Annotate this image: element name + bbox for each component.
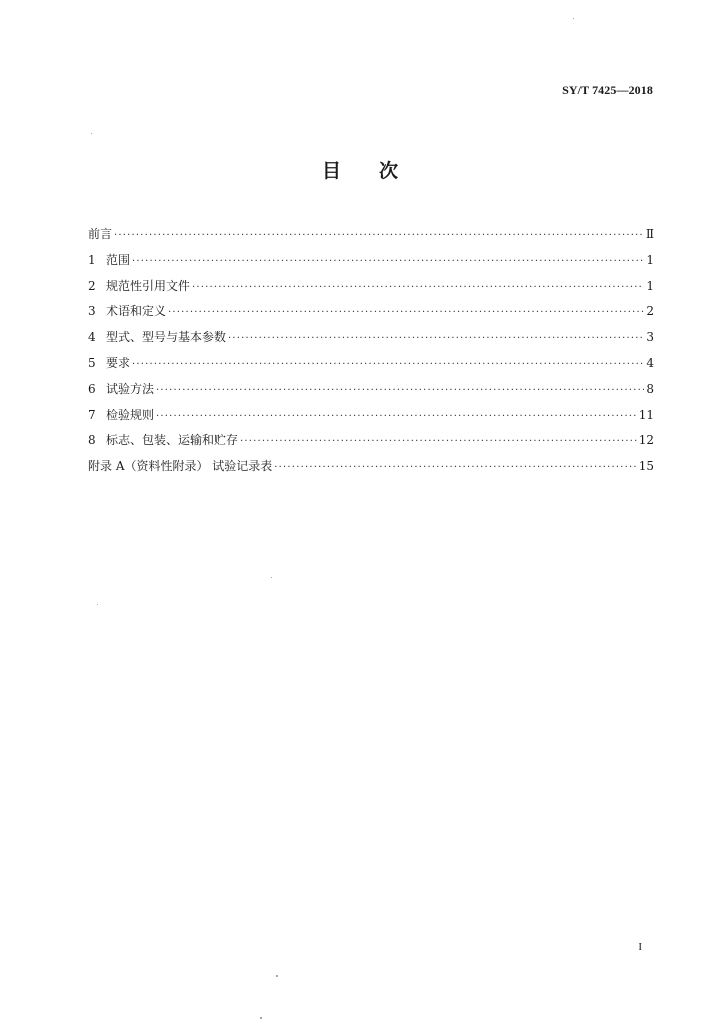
toc-entry-5[interactable] [88, 355, 654, 381]
toc-entry-label: 范围 [106, 252, 131, 267]
toc-entry-label: 附录 A（资料性附录） 试验记录表 [88, 459, 273, 474]
toc-entry-number: 6 [88, 381, 96, 396]
toc-leader-dots [156, 383, 644, 399]
toc-leader-dots [274, 460, 636, 476]
toc-entry-label: 试验方法 [106, 381, 155, 396]
toc-entry-number: 7 [88, 407, 96, 422]
toc-leader-dots [228, 331, 644, 347]
toc-leader-dots [132, 254, 644, 270]
toc-entry-8[interactable] [88, 432, 654, 458]
toc-entry-label: 术语和定义 [106, 304, 167, 319]
toc-entry-page: 1 [646, 278, 654, 293]
toc-entry-page: 12 [638, 433, 654, 448]
toc-entry-page: 4 [646, 355, 654, 370]
page-number: I [638, 941, 642, 953]
toc-leader-dots [114, 228, 644, 244]
toc-entry-number: 5 [88, 355, 96, 370]
scan-speck [271, 577, 272, 578]
toc-entry-4[interactable] [88, 329, 654, 355]
toc-leader-dots [240, 434, 637, 450]
scan-speck [276, 975, 278, 977]
toc-leader-dots [168, 305, 644, 321]
toc-entry-page: Ⅱ [645, 227, 654, 241]
toc-leader-dots [132, 357, 644, 373]
standard-code: SY/T 7425—2018 [562, 83, 653, 97]
table-of-contents [88, 226, 654, 484]
toc-entry-label: 规范性引用文件 [106, 278, 191, 293]
toc-entry-label: 前言 [88, 227, 113, 241]
toc-entry-label: 检验规则 [106, 407, 155, 422]
toc-entry-number: 1 [88, 252, 96, 267]
toc-entry-number: 4 [88, 330, 96, 345]
toc-entry-page: 2 [646, 304, 654, 319]
toc-entry-3[interactable] [88, 303, 654, 329]
toc-entry-appendix-a[interactable] [88, 458, 654, 484]
toc-entry-1[interactable] [88, 252, 654, 278]
toc-entry-page: 3 [646, 330, 654, 345]
toc-entry-7[interactable] [88, 407, 654, 433]
scan-speck [91, 133, 92, 134]
toc-entry-label: 型式、型号与基本参数 [106, 330, 227, 345]
scan-speck [573, 18, 574, 19]
toc-entry-page: 1 [646, 252, 654, 267]
scan-speck [97, 604, 98, 605]
title-char-right: 次 [379, 160, 399, 182]
toc-entry-2[interactable] [88, 278, 654, 304]
toc-entry-page: 15 [638, 459, 654, 474]
toc-entry-preface[interactable] [88, 226, 654, 252]
toc-entry-number: 2 [88, 278, 96, 293]
toc-entry-label: 标志、包装、运输和贮存 [106, 433, 239, 448]
page-title [0, 156, 720, 183]
scan-speck [260, 1017, 262, 1019]
toc-entry-6[interactable] [88, 381, 654, 407]
toc-leader-dots [156, 409, 637, 425]
toc-entry-number: 3 [88, 304, 96, 319]
toc-leader-dots [192, 280, 644, 296]
toc-entry-page: 8 [646, 381, 654, 396]
toc-entry-label: 要求 [106, 355, 131, 370]
title-char-left: 目 [321, 160, 341, 182]
toc-entry-page: 11 [638, 407, 654, 422]
toc-entry-number: 8 [88, 433, 96, 448]
